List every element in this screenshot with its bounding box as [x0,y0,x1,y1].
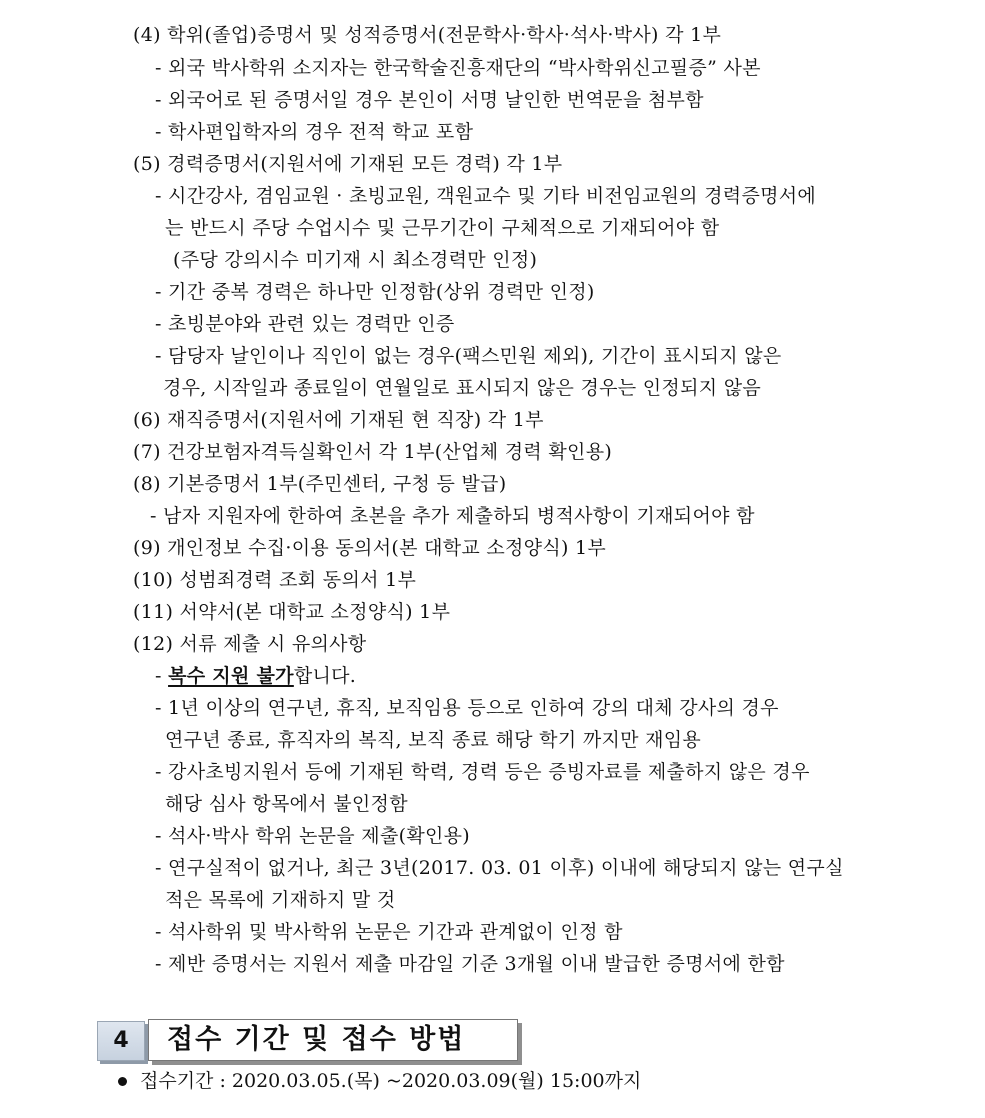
note-foreign-language-translation: - 외국어로 된 증명서일 경우 본인이 서명 날인한 번역문을 첨부함 [155,89,704,111]
note-seal-required: - 담당자 날인이나 직인이 없는 경우(팩스민원 제외), 기간이 표시되지 않은 [155,345,782,367]
item-12-submission-notes: (12) 서류 제출 시 유의사항 [133,633,367,655]
note-foreign-phd: - 외국 박사학위 소지자는 한국학술진흥재단의 “박사학위신고필증” 사본 [155,57,761,79]
item-6-employment-certificate: (6) 재직증명서(지원서에 기재된 현 직장) 각 1부 [133,409,544,431]
item-11-pledge: (11) 서약서(본 대학교 소정양식) 1부 [133,601,451,623]
item-9-privacy-consent: (9) 개인정보 수집·이용 동의서(본 대학교 소정양식) 1부 [133,537,607,559]
bullet-dot-icon [118,1077,127,1086]
section-number-badge: 4 [97,1021,145,1061]
note-research-recent: - 연구실적이 없거나, 최근 3년(2017. 03. 01 이후) 이내에 해당되지 않는 연구실 [155,857,844,879]
note-evidence-required-cont: 해당 심사 항목에서 불인정함 [165,793,408,815]
item-7-health-insurance: (7) 건강보험자격득실확인서 각 1부(산업체 경력 확인용) [133,441,613,463]
note-overlapping-career: - 기간 중복 경력은 하나만 인정함(상위 경력만 인정) [155,281,595,303]
note-substitute-lecturer-cont: 연구년 종료, 휴직자의 복직, 보직 종료 해당 학기 까지만 재임용 [165,729,702,751]
note-evidence-required: - 강사초빙지원서 등에 기재된 학력, 경력 등은 증빙자료를 제출하지 않은 경우 [155,761,810,783]
notice-dash: - [155,665,169,687]
reception-period: 접수기간 : 2020.03.05.(목) ~2020.03.09(월) 15:00까지 [140,1070,642,1092]
note-part-time-lecturer-career-cont: 는 반드시 주당 수업시수 및 근무기간이 구체적으로 기재되어야 함 [165,217,720,239]
section-title: 접수 기간 및 접수 방법 [167,1024,466,1055]
item-8-basic-certificate: (8) 기본증명서 1부(주민센터, 구청 등 발급) [133,473,507,495]
note-thesis-recognition: - 석사학위 및 박사학위 논문은 기간과 관계없이 인정 함 [155,921,623,943]
note-transfer-students: - 학사편입학자의 경우 전적 학교 포함 [155,121,474,143]
item-5-career-certificates: (5) 경력증명서(지원서에 기재된 모든 경력) 각 1부 [133,153,563,175]
note-minimum-career: (주당 강의시수 미기재 시 최소경력만 인정) [173,249,538,271]
note-related-career: - 초빙분야와 관련 있는 경력만 인증 [155,313,455,335]
note-certificate-validity: - 제반 증명서는 지원서 제출 마감일 기준 3개월 이내 발급한 증명서에 한함 [155,953,785,975]
note-thesis-submission: - 석사·박사 학위 논문을 제출(확인용) [155,825,470,847]
notice-rest: 합니다. [293,665,357,687]
item-10-criminal-record-consent: (10) 성범죄경력 조회 동의서 1부 [133,569,417,591]
note-substitute-lecturer: - 1년 이상의 연구년, 휴직, 보직임용 등으로 인하여 강의 대체 강사의 경우 [155,697,779,719]
note-male-military-record: - 남자 지원자에 한하여 초본을 추가 제출하되 병적사항이 기재되어야 함 [150,505,755,527]
note-part-time-lecturer-career: - 시간강사, 겸임교원 · 초빙교원, 객원교수 및 기타 비전임교원의 경력증명서에 [155,185,817,207]
note-no-multiple-applications [155,663,356,689]
note-research-recent-cont: 적은 목록에 기재하지 말 것 [165,889,396,911]
section-title-box [148,1019,518,1061]
notice-emphasis: 복수 지원 불가 [168,665,294,687]
note-seal-required-cont: 경우, 시작일과 종료일이 연월일로 표시되지 않은 경우는 인정되지 않음 [163,377,762,399]
item-4-degree-certificates: (4) 학위(졸업)증명서 및 성적증명서(전문학사·학사·석사·박사) 각 1부 [133,24,722,46]
